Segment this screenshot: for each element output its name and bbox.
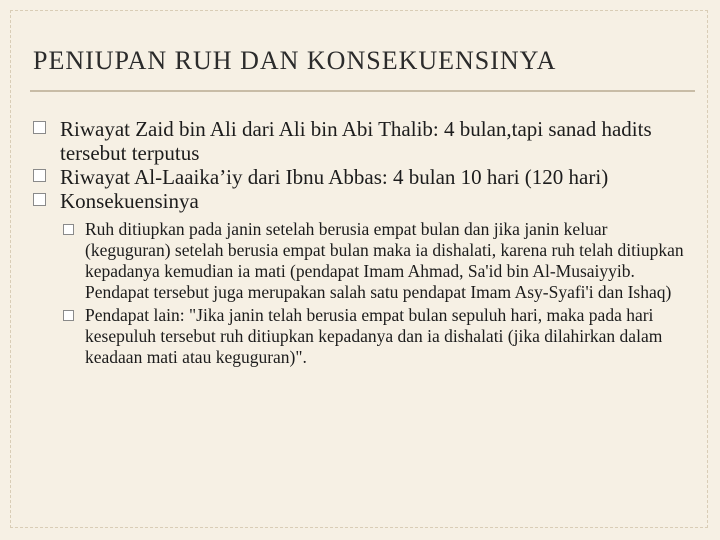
sub-bullet-item [63, 305, 693, 368]
bullet-text: Riwayat Al-Laaika’iy dari Ibnu Abbas: 4 bulan 10 hari (120 hari) [60, 165, 609, 189]
checkbox-square-icon [63, 310, 74, 321]
sub-bullet-text: Pendapat lain: "Jika janin telah berusia empat bulan sepuluh hari, maka pada hari kesepuluh tersebut ruh ditiupkan kepadanya dan ia dishalati (jika dilahirkan dalam keadaan mati atau keguguran)". [85, 305, 663, 367]
slide-title: PENIUPAN RUH DAN KONSEKUENSINYA [33, 46, 557, 75]
bullet-item [33, 189, 693, 213]
bullet-item [33, 117, 693, 165]
bullet-text: Konsekuensinya [60, 189, 199, 213]
sub-bullet-item [63, 219, 693, 303]
checkbox-square-icon [33, 121, 46, 134]
checkbox-square-icon [33, 169, 46, 182]
checkbox-square-icon [33, 193, 46, 206]
bullet-item [33, 165, 693, 189]
sub-bullet-list [33, 219, 693, 368]
bullet-text: Riwayat Zaid bin Ali dari Ali bin Abi Thalib: 4 bulan,tapi sanad hadits tersebut terputus [60, 117, 652, 165]
checkbox-square-icon [63, 224, 74, 235]
title-divider [30, 90, 695, 92]
slide-content [33, 117, 693, 370]
sub-bullet-text: Ruh ditiupkan pada janin setelah berusia empat bulan dan jika janin keluar (keguguran) setelah berusia empat bulan maka ia dishalati, karena ruh telah ditiupkan kepadanya kemudian ia mati (pendapat Imam Ahmad, Sa'id bin Al-Musaiyyib. Pendapat tersebut juga merupakan salah satu pendapat Imam Asy-Syafi'i dan Ishaq) [85, 219, 684, 302]
